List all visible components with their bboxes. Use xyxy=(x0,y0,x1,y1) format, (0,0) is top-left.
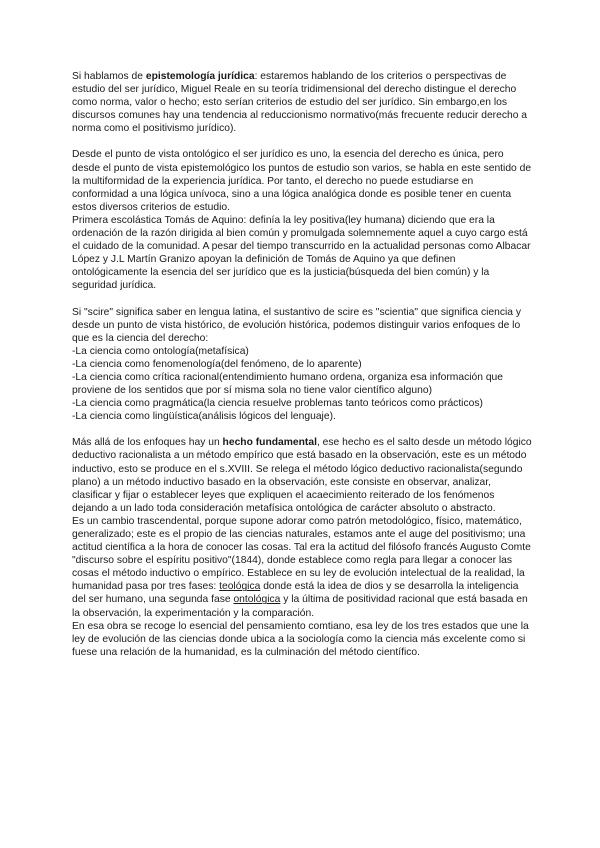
list-item: -La ciencia como pragmática(la ciencia resuelve problemas tanto teóricos como prácticos) xyxy=(72,398,483,410)
paragraph-hecho-fundamental xyxy=(72,436,532,515)
p6-part-c: y la última de positividad racional que está basada en la observación, la experimentación y la comparación. xyxy=(72,594,528,619)
paragraph-ontologico: Desde el punto de vista ontológico el ser jurídico es uno, la esencia del derecho es única, pero desde el punto de vista epistemológico los puntos de estudio son varios, se habla en este sentido de la multiformidad de la experiencia jurídica. Por tanto, el derecho no puede estudiarse en conformidad a una lógica unívoca, sino a una lógica analógica donde es posible tener en cuenta estos diversos criterios de estudio. xyxy=(72,149,532,213)
paragraph-gap xyxy=(72,293,532,306)
paragraph-gap xyxy=(72,423,532,436)
document-page xyxy=(72,70,532,659)
p6-part-b: donde está la idea de dios y se desarrolla la inteligencia del ser humano, una segunda fase xyxy=(72,581,519,606)
paragraph-tomas-de-aquino: Primera escolástica Tomás de Aquino: definía la ley positiva(ley humana) diciendo que era la ordenación de la razón dirigida al bien común y promulgada solemnemente aquel a cuyo cargo está el cuidado de la comunidad. A pesar del tiempo transcurrido en la actualidad personas como Albacar López y J.L Martín Granizo apoyan la definición de Tomás de Aquino ya que definen ontológicamente la esencia del ser jurídico que es la justicia(búsqueda del bien común) y la seguridad jurídica. xyxy=(72,214,531,292)
paragraph-gap xyxy=(72,135,532,148)
paragraph-pensamiento-comtiano: En esa obra se recoge lo esencial del pensamiento comtiano, esa ley de los tres estados que une la ley de evolución de las ciencias donde ubica a la sociología como la ciencia más excelente como si fuese una relación de la humanidad, es la culminación del método científico. xyxy=(72,620,529,658)
term-hecho-fundamental: hecho fundamental xyxy=(222,437,317,449)
p5-lead: Más allá de los enfoques hay un xyxy=(72,437,223,449)
p5-rest: , ese hecho es el salto desde un método lógico deductivo racionalista a un método empírico que está basado en la observación, este es un método inductivo, esto se produce en el s.XVIII. Se relega el método lógico deductivo racionalista(segundo plano) a un método inductivo basado en la observación, este consiste en observar, analizar, clasificar y fijar o establecer leyes que expliquen el acaecimiento reiterado de los fenómenos dejando a un lado toda consideración metafísica ontológica de carácter absoluto o abstracto. xyxy=(72,437,532,514)
p1-rest: : estaremos hablando de los criterios o perspectivas de estudio del ser jurídico, Miguel Reale en su teoría tridimensional del derecho distingue el derecho como norma, valor o hecho; esto serían criterios de estudio del ser jurídico. Sin embargo,en los discursos comunes hay una tendencia al reduccionismo normativo(más frecuente reducir derecho a norma como el positivismo jurídico). xyxy=(72,71,528,135)
p1-lead: Si hablamos de xyxy=(72,71,146,82)
list-item: -La ciencia como lingüística(análisis lógicos del lenguaje). xyxy=(72,411,336,423)
paragraph-epistemologia xyxy=(72,70,532,135)
p6-part-a: Es un cambio trascendental, porque supone adorar como patrón metodológico, físico, matemático, generalizado; este es el propio de las ciencias naturales, estamos ante el auge del positivismo; una actitud científica a la hora de conocer las cosas. Tal era la actitud del filósofo francés Augusto Comte "discurso sobre el espíritu positivo"(1844), donde establece como regla para llegar a conocer las cosas el método inductivo o empírico. Establece en su ley de evolución intelectual de la realidad, la humanidad pasa por tres fases: xyxy=(72,515,531,593)
term-ontologica: ontológica xyxy=(233,594,281,606)
term-epistemologia-juridica: epistemología jurídica xyxy=(145,71,255,82)
list-item: -La ciencia como ontología(metafísica) xyxy=(72,345,249,357)
list-item: -La ciencia como fenomenología(del fenómeno, de lo aparente) xyxy=(72,358,362,370)
list-item: -La ciencia como crítica racional(entendimiento humano ordena, organiza esa información que proviene de los sentidos que por sí misma sola no tiene valor científico alguno) xyxy=(72,371,503,397)
paragraph-scire: Si "scire" significa saber en lengua latina, el sustantivo de scire es "scientia" que significa ciencia y desde un punto de vista histórico, de evolución histórica, podemos distinguir varios enfoques de lo que es la ciencia del derecho: xyxy=(72,306,522,344)
paragraph-comte xyxy=(72,515,532,620)
term-teologica: teológica xyxy=(219,581,261,593)
